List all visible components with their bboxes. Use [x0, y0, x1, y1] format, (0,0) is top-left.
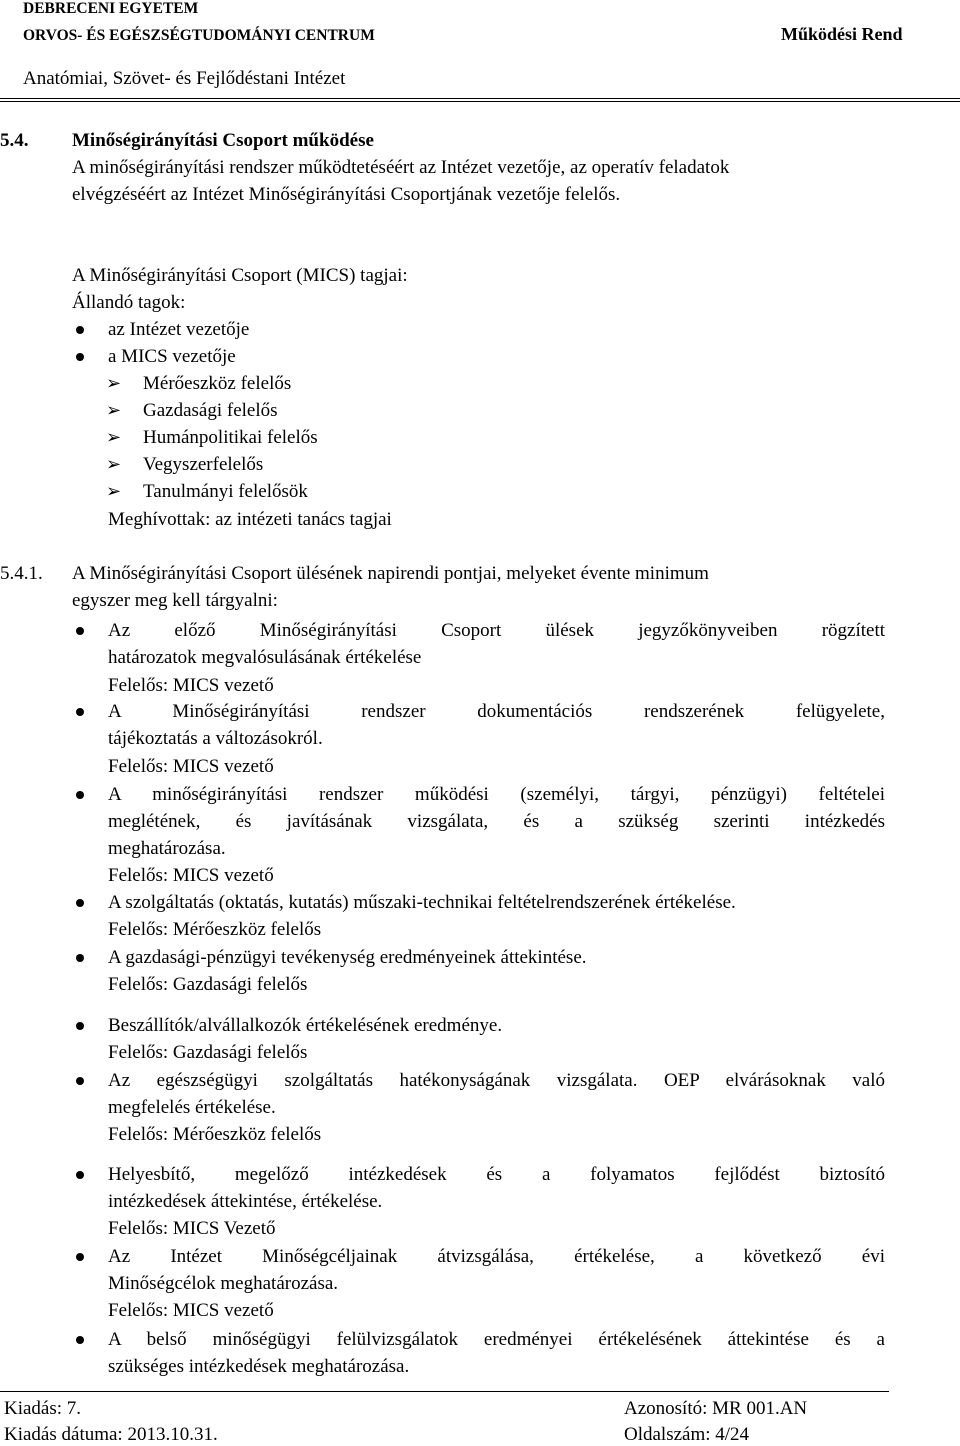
bullet-icon: [76, 954, 84, 962]
agenda-item-text: Helyesbítő, megelőző intézkedések és a folyamatos fejlődést biztosító: [108, 1164, 885, 1185]
agenda-item-text: A belső minőségügyi felülvizsgálatok eredményei értékelésének áttekintése és a: [108, 1329, 885, 1350]
agenda-item-responsible: Felelős: MICS vezető: [108, 865, 274, 886]
agenda-item-text: szükséges intézkedések meghatározása.: [108, 1356, 410, 1377]
agenda-item-text: határozatok megvalósulásának értékelése: [108, 647, 422, 668]
agenda-item-text: A szolgáltatás (oktatás, kutatás) műszaki-technikai feltételrendszerének értékelése.: [108, 892, 736, 913]
member-role-item: Tanulmányi felelősök: [143, 481, 308, 502]
agenda-item-text: intézkedések áttekintése, értékelése.: [108, 1191, 383, 1212]
bullet-icon: [76, 1077, 84, 1085]
subsection-line1: A Minőségirányítási Csoport ülésének napirendi pontjai, melyeket évente minimum: [72, 563, 709, 584]
footer-identifier: Azonosító: MR 001.AN: [624, 1398, 808, 1419]
agenda-item-responsible: Felelős: MICS vezető: [108, 675, 274, 696]
header-center: ORVOS- ÉS EGÉSZSÉGTUDOMÁNYI CENTRUM: [23, 27, 375, 44]
arrow-bullet-icon: ➢: [106, 400, 122, 420]
agenda-item-text: A minőségirányítási rendszer működési (személyi, tárgyi, pénzügyi) feltételei: [108, 784, 885, 805]
header-doc-type: Működési Rend: [781, 24, 903, 44]
bullet-icon: [76, 791, 84, 799]
member-bullet-item: a MICS vezetője: [108, 346, 236, 367]
bullet-icon: [76, 353, 84, 361]
agenda-item-text: Az Intézet Minőségcéljainak átvizsgálása, értékelése, a következő évi: [108, 1246, 885, 1267]
footer-page-number: Oldalszám: 4/24: [624, 1424, 750, 1445]
bullet-icon: [76, 1022, 84, 1030]
agenda-item-text: tájékoztatás a változásokról.: [108, 728, 323, 749]
header-university: DEBRECENI EGYETEM: [23, 0, 199, 17]
members-heading: A Minőségirányítási Csoport (MICS) tagjai:: [72, 265, 408, 286]
agenda-item-text: meglétének, és javításának vizsgálata, és a szükség szerinti intézkedés: [108, 811, 885, 832]
agenda-item-responsible: Felelős: MICS Vezető: [108, 1218, 276, 1239]
bullet-icon: [76, 627, 84, 635]
member-role-item: Mérőeszköz felelős: [143, 373, 292, 394]
bullet-icon: [76, 326, 84, 334]
arrow-bullet-icon: ➢: [106, 427, 122, 447]
bullet-icon: [76, 708, 84, 716]
arrow-bullet-icon: ➢: [106, 481, 122, 501]
agenda-item-text: A Minőségirányítási rendszer dokumentációs rendszerének felügyelete,: [108, 701, 885, 722]
section-title: Minőségirányítási Csoport működése: [72, 130, 374, 151]
agenda-item-responsible: Felelős: Gazdasági felelős: [108, 1042, 308, 1063]
header-institute: Anatómiai, Szövet- és Fejlődéstani Intézet: [23, 68, 346, 89]
subsection-line2: egyszer meg kell tárgyalni:: [72, 590, 278, 611]
members-invited: Meghívottak: az intézeti tanács tagjai: [108, 509, 392, 530]
agenda-item-text: A gazdasági-pénzügyi tevékenység eredményeinek áttekintése.: [108, 947, 587, 968]
agenda-item-text: megfelelés értékelése.: [108, 1097, 276, 1118]
member-bullet-item: az Intézet vezetője: [108, 319, 250, 340]
agenda-item-responsible: Felelős: Mérőeszköz felelős: [108, 919, 322, 940]
section-intro-line1: A minőségirányítási rendszer működtetéséért az Intézet vezetője, az operatív feladatok: [72, 157, 730, 178]
header-rule-top: [0, 98, 960, 99]
subsection-number: 5.4.1.: [0, 563, 43, 584]
agenda-item-text: Az előző Minőségirányítási Csoport ülések jegyzőkönyveiben rögzített: [108, 620, 885, 641]
arrow-bullet-icon: ➢: [106, 373, 122, 393]
agenda-item-responsible: Felelős: MICS vezető: [108, 1300, 274, 1321]
bullet-icon: [76, 1336, 84, 1344]
agenda-item-responsible: Felelős: MICS vezető: [108, 756, 274, 777]
footer-rule: [0, 1391, 889, 1392]
member-role-item: Vegyszerfelelős: [143, 454, 264, 475]
agenda-item-responsible: Felelős: Gazdasági felelős: [108, 974, 308, 995]
agenda-item-text: meghatározása.: [108, 838, 226, 859]
section-number: 5.4.: [0, 130, 29, 151]
member-role-item: Humánpolitikai felelős: [143, 427, 318, 448]
members-permanent-label: Állandó tagok:: [72, 292, 186, 313]
agenda-item-text: Minőségcélok meghatározása.: [108, 1273, 339, 1294]
arrow-bullet-icon: ➢: [106, 454, 122, 474]
bullet-icon: [76, 899, 84, 907]
bullet-icon: [76, 1171, 84, 1179]
agenda-item-text: Az egészségügyi szolgáltatás hatékonyságának vizsgálata. OEP elvárásoknak való: [108, 1070, 885, 1091]
agenda-item-text: Beszállítók/alvállalkozók értékelésének eredménye.: [108, 1015, 503, 1036]
member-role-item: Gazdasági felelős: [143, 400, 278, 421]
footer-edition: Kiadás: 7.: [4, 1398, 82, 1419]
section-intro-line2: elvégzéséért az Intézet Minőségirányítási Csoportjának vezetője felelős.: [72, 184, 621, 205]
agenda-item-responsible: Felelős: Mérőeszköz felelős: [108, 1124, 322, 1145]
header-rule-bottom: [0, 101, 960, 102]
footer-edition-date: Kiadás dátuma: 2013.10.31.: [4, 1424, 218, 1445]
bullet-icon: [76, 1253, 84, 1261]
